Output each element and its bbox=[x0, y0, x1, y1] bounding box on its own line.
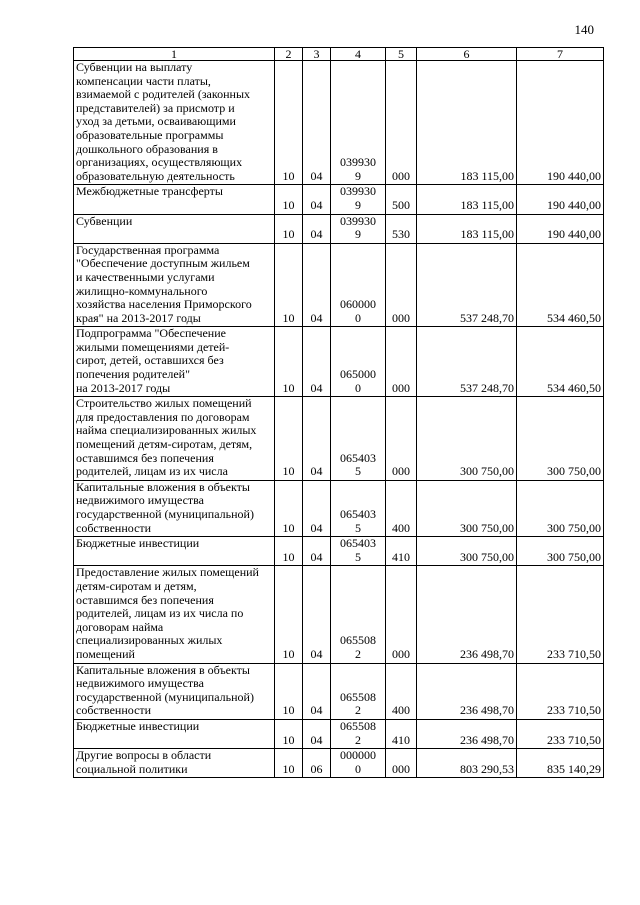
section-code: 10 bbox=[275, 214, 303, 243]
amount-first-year: 300 750,00 bbox=[417, 480, 517, 536]
subsection-code: 04 bbox=[303, 61, 331, 185]
amount-first-year: 183 115,00 bbox=[417, 185, 517, 214]
table-row bbox=[74, 61, 604, 185]
section-code: 10 bbox=[275, 243, 303, 327]
item-name: Субвенции bbox=[74, 214, 275, 243]
amount-second-year: 300 750,00 bbox=[517, 480, 604, 536]
target-article-code: 065403 5 bbox=[331, 480, 386, 536]
section-code: 10 bbox=[275, 397, 303, 481]
expense-type-code: 000 bbox=[386, 327, 417, 397]
amount-second-year: 534 460,50 bbox=[517, 243, 604, 327]
item-name: Капитальные вложения в объекты недвижимого имущества государственной (муниципальной) собственности bbox=[74, 480, 275, 536]
expense-type-code: 000 bbox=[386, 749, 417, 778]
amount-first-year: 236 498,70 bbox=[417, 719, 517, 748]
expense-type-code: 000 bbox=[386, 243, 417, 327]
amount-second-year: 300 750,00 bbox=[517, 397, 604, 481]
item-name: Бюджетные инвестиции bbox=[74, 719, 275, 748]
section-code: 10 bbox=[275, 480, 303, 536]
item-name: Строительство жилых помещений для предоставления по договорам найма специализированных жилых помещений детям-сиротам, детям, оставшимся без попечения родителей, лицам из их числа bbox=[74, 397, 275, 481]
subsection-code: 04 bbox=[303, 214, 331, 243]
target-article-code: 039930 9 bbox=[331, 61, 386, 185]
budget-table bbox=[73, 47, 604, 778]
amount-second-year: 233 710,50 bbox=[517, 663, 604, 719]
subsection-code: 04 bbox=[303, 719, 331, 748]
section-code: 10 bbox=[275, 749, 303, 778]
item-name: Предоставление жилых помещений детям-сиротам и детям, оставшимся без попечения родителей, лицам из их числа по договорам найма специализированных жилых помещений bbox=[74, 566, 275, 663]
subsection-code: 04 bbox=[303, 185, 331, 214]
target-article-code: 039930 9 bbox=[331, 185, 386, 214]
column-header: 2 bbox=[275, 48, 303, 61]
section-code: 10 bbox=[275, 61, 303, 185]
table-row bbox=[74, 663, 604, 719]
table-row bbox=[74, 749, 604, 778]
amount-second-year: 190 440,00 bbox=[517, 61, 604, 185]
target-article-code: 065403 5 bbox=[331, 397, 386, 481]
item-name: Межбюджетные трансферты bbox=[74, 185, 275, 214]
amount-first-year: 803 290,53 bbox=[417, 749, 517, 778]
amount-first-year: 537 248,70 bbox=[417, 243, 517, 327]
expense-type-code: 530 bbox=[386, 214, 417, 243]
target-article-code: 065000 0 bbox=[331, 327, 386, 397]
table-row bbox=[74, 243, 604, 327]
column-header: 5 bbox=[386, 48, 417, 61]
expense-type-code: 500 bbox=[386, 185, 417, 214]
expense-type-code: 000 bbox=[386, 61, 417, 185]
amount-first-year: 300 750,00 bbox=[417, 537, 517, 566]
section-code: 10 bbox=[275, 719, 303, 748]
target-article-code: 000000 0 bbox=[331, 749, 386, 778]
subsection-code: 04 bbox=[303, 327, 331, 397]
table-row bbox=[74, 214, 604, 243]
table-row bbox=[74, 566, 604, 663]
amount-second-year: 534 460,50 bbox=[517, 327, 604, 397]
section-code: 10 bbox=[275, 566, 303, 663]
item-name: Капитальные вложения в объекты недвижимого имущества государственной (муниципальной) собственности bbox=[74, 663, 275, 719]
target-article-code: 065508 2 bbox=[331, 719, 386, 748]
table-body bbox=[74, 61, 604, 778]
amount-second-year: 300 750,00 bbox=[517, 537, 604, 566]
amount-first-year: 236 498,70 bbox=[417, 566, 517, 663]
item-name: Подпрограмма "Обеспечение жилыми помещениями детей- сирот, детей, оставшихся без попечения родителей" на 2013-2017 годы bbox=[74, 327, 275, 397]
table-row bbox=[74, 327, 604, 397]
table-row bbox=[74, 480, 604, 536]
target-article-code: 065403 5 bbox=[331, 537, 386, 566]
amount-second-year: 233 710,50 bbox=[517, 719, 604, 748]
amount-first-year: 236 498,70 bbox=[417, 663, 517, 719]
section-code: 10 bbox=[275, 185, 303, 214]
expense-type-code: 410 bbox=[386, 537, 417, 566]
column-header: 7 bbox=[517, 48, 604, 61]
section-code: 10 bbox=[275, 537, 303, 566]
target-article-code: 039930 9 bbox=[331, 214, 386, 243]
expense-type-code: 000 bbox=[386, 397, 417, 481]
subsection-code: 04 bbox=[303, 663, 331, 719]
amount-second-year: 190 440,00 bbox=[517, 214, 604, 243]
expense-type-code: 410 bbox=[386, 719, 417, 748]
column-header: 3 bbox=[303, 48, 331, 61]
subsection-code: 06 bbox=[303, 749, 331, 778]
item-name: Субвенции на выплату компенсации части платы, взимаемой с родителей (законных представителей) за присмотр и уход за детьми, осваивающими образовательные программы дошкольного образования в организациях, осуществляющих образовательную деятельность bbox=[74, 61, 275, 185]
target-article-code: 065508 2 bbox=[331, 663, 386, 719]
amount-first-year: 183 115,00 bbox=[417, 61, 517, 185]
subsection-code: 04 bbox=[303, 397, 331, 481]
section-code: 10 bbox=[275, 663, 303, 719]
amount-second-year: 190 440,00 bbox=[517, 185, 604, 214]
amount-first-year: 183 115,00 bbox=[417, 214, 517, 243]
table-row bbox=[74, 397, 604, 481]
table-row bbox=[74, 185, 604, 214]
expense-type-code: 000 bbox=[386, 566, 417, 663]
target-article-code: 065508 2 bbox=[331, 566, 386, 663]
target-article-code: 060000 0 bbox=[331, 243, 386, 327]
amount-first-year: 537 248,70 bbox=[417, 327, 517, 397]
expense-type-code: 400 bbox=[386, 480, 417, 536]
item-name: Бюджетные инвестиции bbox=[74, 537, 275, 566]
item-name: Другие вопросы в области социальной политики bbox=[74, 749, 275, 778]
header-row bbox=[74, 48, 604, 61]
amount-second-year: 835 140,29 bbox=[517, 749, 604, 778]
column-header: 6 bbox=[417, 48, 517, 61]
subsection-code: 04 bbox=[303, 243, 331, 327]
page-number: 140 bbox=[574, 22, 594, 37]
item-name: Государственная программа "Обеспечение доступным жильем и качественными услугами жилищно-коммунального хозяйства населения Приморского края" на 2013-2017 годы bbox=[74, 243, 275, 327]
amount-second-year: 233 710,50 bbox=[517, 566, 604, 663]
subsection-code: 04 bbox=[303, 537, 331, 566]
section-code: 10 bbox=[275, 327, 303, 397]
column-header: 1 bbox=[74, 48, 275, 61]
column-header: 4 bbox=[331, 48, 386, 61]
table-row bbox=[74, 719, 604, 748]
table-row bbox=[74, 537, 604, 566]
expense-type-code: 400 bbox=[386, 663, 417, 719]
amount-first-year: 300 750,00 bbox=[417, 397, 517, 481]
subsection-code: 04 bbox=[303, 566, 331, 663]
subsection-code: 04 bbox=[303, 480, 331, 536]
